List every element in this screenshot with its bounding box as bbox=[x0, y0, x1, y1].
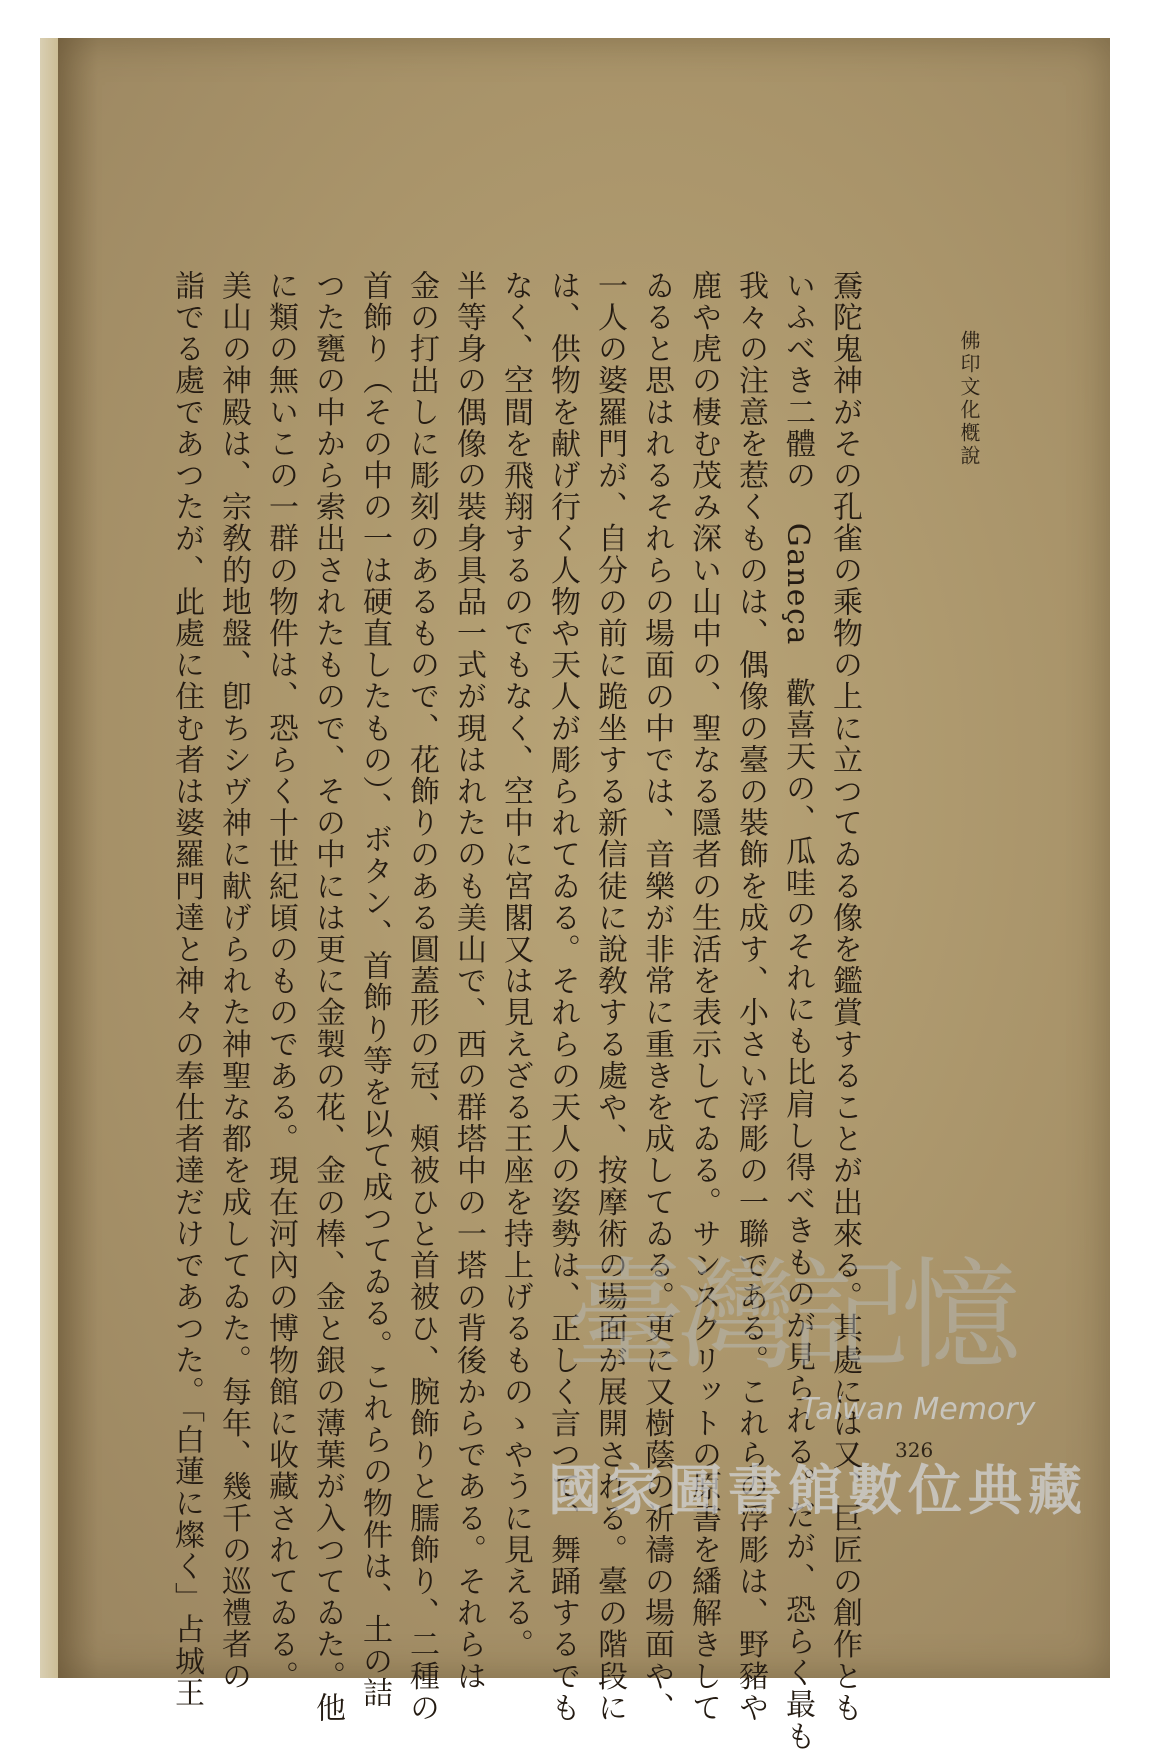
watermark-institution: 國家圖書館數位典藏 bbox=[548, 1459, 1088, 1522]
text-line: 金の打出しに彫刻のあるもので、花飾りのある圓蓋形の冠、頰被ひと首被ひ、腕飾りと臑飾り、二種の bbox=[404, 270, 439, 1724]
text-line: なく、空間を飛翔するのでもなく、空中に宮閣又は見えざる王座を持上げるものゝやうに見える。 bbox=[498, 270, 533, 1661]
text-line: 詣でる處であつたが、此處に住む者は婆羅門達と神々の奉仕者達だけであつた。「白蓮に燦く」占城王 bbox=[169, 270, 204, 1709]
text-line: ゐると思はれるそれらの場面の中では、音樂が非常に重きを成してゐる。更に又樹蔭の祈禱の場面や、 bbox=[639, 270, 674, 1724]
text-line: 我々の注意を惹くものは、偶像の臺の裝飾を成す、小さい浮彫の一聯である。これらの浮彫は、野豬や bbox=[733, 270, 768, 1724]
text-line: 美山の神殿は、宗敎的地盤、卽ちシヴ神に献げられた神聖な都を成してゐた。每年、幾千の巡禮者の bbox=[216, 270, 251, 1692]
page-number: 326 bbox=[895, 1438, 934, 1462]
text-line: に類の無いこの一群の物件は、恐らく十世紀頃のものである。現在河內の博物館に收藏されてゐる。 bbox=[263, 270, 298, 1692]
gutter-shadow bbox=[58, 38, 98, 1678]
text-line: つた甕の中から索出されたもので、その中には更に金製の花、金の棒、金と銀の薄葉が入つてゐた。他 bbox=[310, 270, 345, 1724]
running-title: 佛印文化槪說 bbox=[957, 330, 981, 468]
watermark-english: Taiwan Memory bbox=[800, 1392, 1036, 1427]
text-line: 鹿や虎の棲む茂み深い山中の、聖なる隱者の生活を表示してゐる。サンスクリットの原書を繙解きして bbox=[686, 270, 721, 1724]
text-line: 鴌陀鬼神がその孔雀の乘物の上に立つてゐる像を鑑賞することが出來る。其處には又、巨匠の創作とも bbox=[827, 270, 862, 1724]
watermark-logo: 臺灣記憶 bbox=[565, 1247, 1013, 1386]
text-line: 首飾り（その中の一は硬直したもの）、ボタン、首飾り等を以て成つてゐる。これらの物件は、土の詰 bbox=[357, 270, 392, 1709]
text-line: 半等身の偶像の裝身具品一式が現はれたのも美山で、西の群塔中の一塔の背後からである。それらは bbox=[451, 270, 486, 1692]
text-line: いふべき二體の Ganeça 歡喜天の、瓜哇のそれにも比肩し得べきものが見られる。だが、恐らく最も bbox=[780, 270, 815, 1752]
text-line: 一人の婆羅門が、自分の前に跪坐する新信徒に說敎する處や、按摩術の場面が展開される。臺の階段に bbox=[592, 270, 627, 1724]
text-line: は、供物を献げ行く人物や天人が彫られてゐる。それらの天人の姿勢は、正しく言つて、舞踊するでも bbox=[545, 270, 580, 1724]
